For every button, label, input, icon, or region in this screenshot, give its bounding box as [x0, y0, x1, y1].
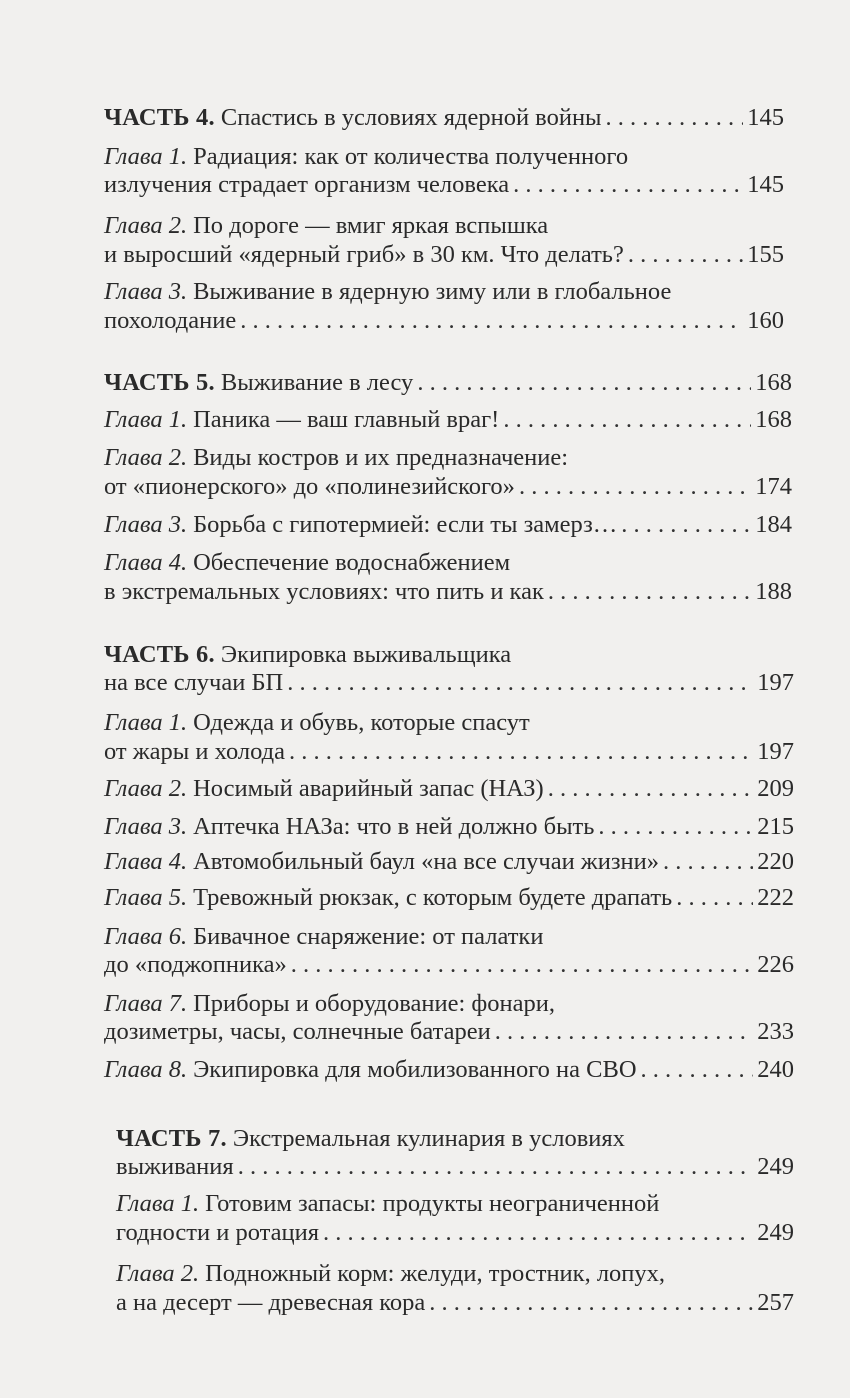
chapter-title: похолодание [104, 307, 237, 334]
leader-dots [429, 1288, 753, 1318]
chapter-title: Автомобильный баул «на все случаи жизни» [193, 848, 660, 875]
part-6-entry [104, 640, 794, 670]
chapter-entry-line [104, 277, 784, 307]
chapter-label: Глава 1. [104, 709, 188, 736]
chapter-title: дозиметры, часы, солнечные батареи [104, 1018, 491, 1045]
chapter-title: Готовим запасы: продукты неограниченной [205, 1190, 660, 1217]
part-label: ЧАСТЬ 5. [104, 369, 215, 396]
leader-dots [323, 1218, 753, 1248]
part-title: выживания [116, 1153, 234, 1180]
leader-dots [503, 405, 751, 435]
page-number: 220 [757, 848, 794, 875]
leader-dots [519, 472, 751, 502]
part-7-entry [116, 1124, 794, 1154]
chapter-label: Глава 2. [104, 775, 188, 802]
chapter-title: Одежда и обувь, которые спасут [193, 709, 530, 736]
page-number: 257 [757, 1289, 794, 1316]
chapter-entry-line [104, 405, 792, 435]
chapter-entry-line [104, 142, 784, 172]
page-number: 197 [757, 738, 794, 765]
chapter-title: Бивачное снаряжение: от палатки [193, 923, 544, 950]
chapter-entry-line [104, 708, 794, 738]
part-4-entry [104, 103, 784, 133]
chapter-entry-line [104, 548, 792, 578]
chapter-entry-line [104, 510, 792, 540]
chapter-entry-line [104, 1055, 794, 1085]
leader-dots [289, 737, 753, 767]
leader-dots [641, 1055, 754, 1085]
chapter-entry-line [104, 1017, 794, 1047]
chapter-title: в экстремальных условиях: что пить и как [104, 578, 544, 605]
page-number: 226 [757, 951, 794, 978]
leader-dots [417, 368, 751, 398]
page-number: 215 [757, 813, 794, 840]
leader-dots [548, 577, 751, 607]
chapter-label: Глава 2. [104, 212, 188, 239]
chapter-entry-line [104, 211, 784, 241]
page-number: 155 [747, 241, 784, 268]
chapter-entry-line [104, 989, 794, 1019]
page-number: 197 [757, 669, 794, 696]
chapter-title: и выросший «ядерный гриб» в 30 км. Что делать? [104, 241, 624, 268]
part-label: ЧАСТЬ 7. [116, 1125, 227, 1152]
chapter-entry-line [104, 774, 794, 804]
chapter-entry-line [104, 812, 794, 842]
chapter-label: Глава 6. [104, 923, 188, 950]
chapter-label: Глава 4. [104, 549, 188, 576]
chapter-title: до «поджопника» [104, 951, 287, 978]
chapter-label: Глава 8. [104, 1056, 188, 1083]
page-number: 174 [755, 473, 792, 500]
page-number: 168 [755, 406, 792, 433]
chapter-label: Глава 3. [104, 511, 188, 538]
leader-dots [287, 668, 753, 698]
leader-dots [621, 510, 751, 540]
part-title: Экипировка выживальщика [220, 641, 512, 668]
chapter-title: Виды костров и их предназначение: [193, 444, 569, 471]
chapter-title: годности и ротация [116, 1219, 320, 1246]
chapter-entry-line [104, 950, 794, 980]
leader-dots [548, 774, 754, 804]
chapter-title: Обеспечение водоснабжением [193, 549, 511, 576]
leader-dots [598, 812, 753, 842]
page-number: 222 [757, 884, 794, 911]
chapter-entry-line [104, 577, 792, 607]
chapter-entry-line [104, 170, 784, 200]
part-label: ЧАСТЬ 6. [104, 641, 215, 668]
chapter-title: Радиация: как от количества полученного [193, 143, 629, 170]
chapter-label: Глава 4. [104, 848, 188, 875]
part-title: на все случаи БП [104, 669, 284, 696]
leader-dots [495, 1017, 754, 1047]
chapter-title: Приборы и оборудование: фонари, [193, 990, 555, 1017]
part-title: Экстремальная кулинария в условиях [232, 1125, 625, 1152]
chapter-title: Экипировка для мобилизованного на СВО [193, 1056, 637, 1083]
chapter-title: Носимый аварийный запас (НАЗ) [193, 775, 544, 802]
leader-dots [240, 306, 743, 336]
chapter-entry-line [104, 922, 794, 952]
chapter-label: Глава 7. [104, 990, 188, 1017]
chapter-entry-line [104, 472, 792, 502]
chapter-entry-line [104, 240, 784, 270]
leader-dots [606, 103, 744, 133]
chapter-label: Глава 5. [104, 884, 188, 911]
chapter-title: Выживание в ядерную зиму или в глобальное [193, 278, 672, 305]
chapter-title: от «пионерского» до «полинезийского» [104, 473, 515, 500]
chapter-entry-line [116, 1218, 794, 1248]
chapter-label: Глава 3. [104, 278, 188, 305]
part-5-entry [104, 368, 792, 398]
chapter-label: Глава 2. [104, 444, 188, 471]
part-7-entry-line2 [116, 1152, 794, 1182]
chapter-entry-line [104, 443, 792, 473]
page-number: 188 [755, 578, 792, 605]
chapter-title: Паника — ваш главный враг! [193, 406, 500, 433]
chapter-label: Глава 3. [104, 813, 188, 840]
chapter-entry-line [104, 306, 784, 336]
page-number: 168 [755, 369, 792, 396]
chapter-entry-line [104, 883, 794, 913]
chapter-label: Глава 1. [104, 406, 188, 433]
page-number: 160 [747, 307, 784, 334]
page-number: 249 [757, 1153, 794, 1180]
page-number: 240 [757, 1056, 794, 1083]
chapter-title: Тревожный рюкзак, с которым будете драпать [193, 884, 673, 911]
chapter-entry-line [104, 737, 794, 767]
chapter-title: Подножный корм: желуди, тростник, лопух, [205, 1260, 666, 1287]
chapter-title: Аптечка НАЗа: что в ней должно быть [193, 813, 595, 840]
chapter-label: Глава 1. [116, 1190, 200, 1217]
part-title: Выживание в лесу [220, 369, 414, 396]
leader-dots [628, 240, 743, 270]
chapter-title: излучения страдает организм человека [104, 171, 510, 198]
part-title: Спастись в условиях ядерной войны [220, 104, 602, 131]
leader-dots [663, 847, 753, 877]
part-label: ЧАСТЬ 4. [104, 104, 215, 131]
chapter-label: Глава 1. [104, 143, 188, 170]
chapter-entry-line [116, 1259, 794, 1289]
leader-dots [291, 950, 753, 980]
leader-dots [513, 170, 743, 200]
page-number: 184 [755, 511, 792, 538]
page-number: 145 [747, 171, 784, 198]
leader-dots [676, 883, 753, 913]
leader-dots [238, 1152, 754, 1182]
chapter-label: Глава 2. [116, 1260, 200, 1287]
page-number: 145 [747, 104, 784, 131]
page-number: 233 [757, 1018, 794, 1045]
page-number: 209 [757, 775, 794, 802]
chapter-entry-line [104, 847, 794, 877]
page-number: 249 [757, 1219, 794, 1246]
chapter-title: По дороге — вмиг яркая вспышка [193, 212, 549, 239]
chapter-entry-line [116, 1189, 794, 1219]
chapter-title: Борьба с гипотермией: если ты замерз… [193, 511, 618, 538]
chapter-title: от жары и холода [104, 738, 285, 765]
chapter-entry-line [116, 1288, 794, 1318]
part-6-entry-line2 [104, 668, 794, 698]
chapter-title: а на десерт — древесная кора [116, 1289, 426, 1316]
